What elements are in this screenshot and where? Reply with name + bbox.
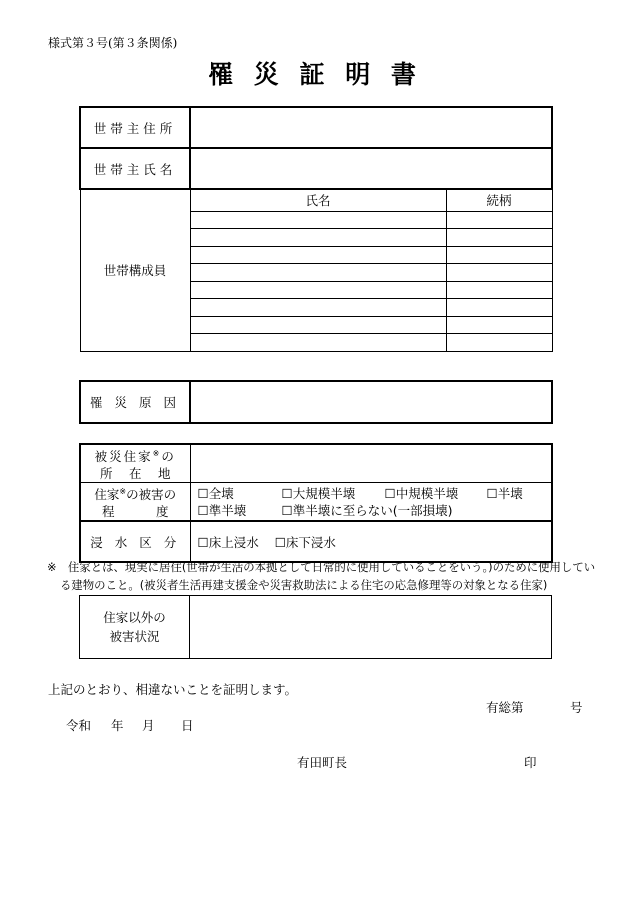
damage-table xyxy=(79,443,553,563)
location-label xyxy=(80,444,190,483)
location-field[interactable] xyxy=(190,444,552,483)
member-relation-cell[interactable] xyxy=(446,316,552,334)
member-relation-cell[interactable] xyxy=(446,264,552,282)
other-damage-table xyxy=(79,595,552,659)
member-relation-cell[interactable] xyxy=(446,211,552,229)
degree-option-total[interactable]: ☐全壊 xyxy=(197,485,234,501)
degree-label-a: 住家 xyxy=(94,487,120,503)
degree-option-partial[interactable]: ☐準半壊に至らない(一部損壊) xyxy=(281,502,453,518)
issue-number-prefix: 有総第 xyxy=(486,700,524,715)
member-relation-cell[interactable] xyxy=(446,299,552,317)
flood-option-above-floor[interactable]: ☐床上浸水 xyxy=(197,534,259,550)
flood-option-below-floor[interactable]: ☐床下浸水 xyxy=(274,534,336,550)
head-address-field[interactable] xyxy=(190,107,552,148)
member-relation-cell[interactable] xyxy=(446,281,552,299)
cause-table xyxy=(79,380,553,424)
degree-label xyxy=(80,483,190,522)
issue-number-suffix: 号 xyxy=(570,700,583,715)
members-label: 世帯構成員 xyxy=(80,189,190,351)
other-damage-label-line2: 被害状況 xyxy=(109,629,160,644)
location-label-line1: 被災住家 xyxy=(94,449,153,465)
degree-option-semi-half[interactable]: ☐準半壊 xyxy=(197,502,247,518)
flood-label: 浸 水 区 分 xyxy=(80,521,190,562)
flood-options xyxy=(190,521,552,562)
note-line-2: る建物のこと。(被災者生活再建支援金や災害救助法による住宅の応急修理等の対象となる住家) xyxy=(60,578,548,592)
member-name-cell[interactable] xyxy=(190,229,446,247)
date-year: 年 xyxy=(111,718,124,733)
other-damage-field[interactable] xyxy=(190,596,552,659)
col-name-header: 氏名 xyxy=(190,189,446,211)
cause-field[interactable] xyxy=(190,381,552,423)
member-relation-cell[interactable] xyxy=(446,334,552,352)
household-table xyxy=(79,106,553,352)
other-damage-label xyxy=(80,596,190,659)
issuer: 有田町長 xyxy=(297,755,348,770)
location-label-line2: 所 在 地 xyxy=(100,466,171,482)
seal-mark: 印 xyxy=(524,755,537,770)
degree-options xyxy=(190,483,552,522)
member-relation-cell[interactable] xyxy=(446,229,552,247)
page-title: 罹 災 証 明 書 xyxy=(208,60,422,89)
member-name-cell[interactable] xyxy=(190,264,446,282)
member-name-cell[interactable] xyxy=(190,334,446,352)
note-line-1: ※ 住家とは、現実に居住(世帯が生活の本拠として日常的に使用していることをいう。)のために使用してい xyxy=(47,560,596,574)
location-label-mark: ※ xyxy=(152,449,162,458)
date-day: 日 xyxy=(181,718,194,733)
member-name-cell[interactable] xyxy=(190,211,446,229)
head-name-label: 世帯主氏名 xyxy=(80,148,190,189)
degree-label-line2: 程 度 xyxy=(102,504,169,520)
member-name-cell[interactable] xyxy=(190,246,446,264)
degree-label-b: の被害の xyxy=(126,487,177,503)
degree-label-mark: ※ xyxy=(119,487,127,497)
date-month: 月 xyxy=(142,718,155,733)
location-label-tail: の xyxy=(161,449,176,465)
date-era: 令和 xyxy=(66,718,92,733)
member-name-cell[interactable] xyxy=(190,299,446,317)
col-relation-header: 続柄 xyxy=(446,189,552,211)
degree-option-medium-half[interactable]: ☐中規模半壊 xyxy=(384,485,459,501)
other-damage-label-line1: 住家以外の xyxy=(103,610,166,625)
degree-option-half[interactable]: ☐半壊 xyxy=(486,485,523,501)
certify-text: 上記のとおり、相違ないことを証明します。 xyxy=(48,682,298,697)
member-relation-cell[interactable] xyxy=(446,246,552,264)
member-name-cell[interactable] xyxy=(190,281,446,299)
head-address-label: 世帯主住所 xyxy=(80,107,190,148)
cause-label: 罹 災 原 因 xyxy=(80,381,190,423)
member-name-cell[interactable] xyxy=(190,316,446,334)
form-number: 様式第３号(第３条関係) xyxy=(48,36,178,50)
degree-option-large-half[interactable]: ☐大規模半壊 xyxy=(281,485,356,501)
head-name-field[interactable] xyxy=(190,148,552,189)
